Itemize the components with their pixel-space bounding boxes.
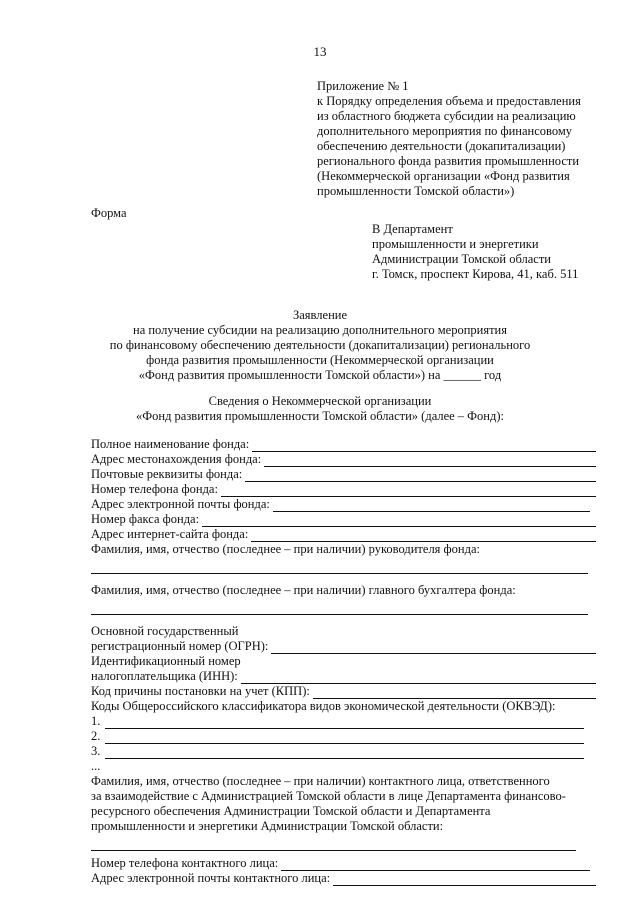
appendix-line: Приложение № 1 xyxy=(317,79,409,93)
contact-email-field[interactable] xyxy=(333,873,596,886)
full-name-label: Полное наименование фонда: xyxy=(91,437,250,451)
okved-item-1 xyxy=(91,714,596,729)
email-field[interactable] xyxy=(273,499,590,512)
contact-phone-row xyxy=(91,856,596,871)
form-label: Форма xyxy=(91,206,127,220)
contact-phone-label: Номер телефона контактного лица: xyxy=(91,856,279,870)
full-name-field[interactable] xyxy=(252,439,596,452)
website-row xyxy=(91,527,596,542)
phone-field[interactable] xyxy=(221,484,596,497)
kpp-label: Код причины постановки на учет (КПП): xyxy=(91,684,310,698)
inn-row-2 xyxy=(91,669,596,684)
appendix-line: промышленности Томской области») xyxy=(317,184,515,198)
ogrn-label-1: Основной государственный xyxy=(91,624,239,638)
ogrn-row-2 xyxy=(91,639,596,654)
ogrn-field[interactable] xyxy=(271,641,596,654)
director-field[interactable] xyxy=(91,561,588,574)
contact-line: Фамилия, имя, отчество (последнее – при наличии) контактного лица, ответственного xyxy=(91,774,550,788)
appendix-block xyxy=(317,79,597,199)
accountant-field[interactable] xyxy=(91,602,588,615)
statement-line: «Фонд развития промышленности Томской области») на ______ год xyxy=(138,368,502,382)
okved-item-number: 1. xyxy=(91,714,101,728)
okved-ellipsis: ... xyxy=(91,759,101,773)
contact-phone-field[interactable] xyxy=(281,858,590,871)
fax-field[interactable] xyxy=(202,514,596,527)
info-header xyxy=(60,394,580,424)
info-line: «Фонд развития промышленности Томской области» (далее – Фонд): xyxy=(136,409,504,423)
statement-line: по финансовому обеспечению деятельности (докапитализации) регионального xyxy=(109,338,531,352)
okved-item-number: 3. xyxy=(91,744,101,758)
okved-item-3 xyxy=(91,744,596,759)
okved-item-number: 2. xyxy=(91,729,101,743)
address-field[interactable] xyxy=(264,454,596,467)
info-line: Сведения о Некоммерческой организации xyxy=(208,394,432,408)
appendix-line: регионального фонда развития промышленности xyxy=(317,154,580,168)
kpp-field[interactable] xyxy=(313,686,596,699)
email-row xyxy=(91,497,596,512)
ogrn-label-2: регистрационный номер (ОГРН): xyxy=(91,639,269,653)
contact-line: ресурсного обеспечения Администрации Томской области и Департамента xyxy=(91,804,491,818)
appendix-line: (Некоммерческой организации «Фонд развития xyxy=(317,169,570,183)
inn-row-1 xyxy=(91,654,596,669)
okved-field-3[interactable] xyxy=(105,746,584,759)
email-label: Адрес электронной почты фонда: xyxy=(91,497,270,511)
statement-line: на получение субсидии на реализацию дополнительного мероприятия xyxy=(133,323,507,337)
addressee-line: Администрации Томской области xyxy=(372,252,551,266)
ogrn-row-1 xyxy=(91,624,596,639)
website-label: Адрес интернет-сайта фонда: xyxy=(91,527,249,541)
contact-paragraph xyxy=(91,774,596,834)
contact-name-field[interactable] xyxy=(91,838,576,851)
statement-line: фонда развития промышленности (Некоммерческой организации xyxy=(146,353,494,367)
director-label: Фамилия, имя, отчество (последнее – при наличии) руководителя фонда: xyxy=(91,542,480,556)
inn-field[interactable] xyxy=(241,671,596,684)
fax-row xyxy=(91,512,596,527)
appendix-line: дополнительного мероприятия по финансовому xyxy=(317,124,573,138)
phone-row xyxy=(91,482,596,497)
addressee-line: г. Томск, проспект Кирова, 41, каб. 511 xyxy=(372,267,579,281)
director-row xyxy=(91,542,596,557)
accountant-row xyxy=(91,583,596,598)
okved-field-2[interactable] xyxy=(105,731,584,744)
addressee-block xyxy=(372,222,602,282)
kpp-row xyxy=(91,684,596,699)
fields-block xyxy=(91,437,596,886)
inn-label-2: налогоплательщика (ИНН): xyxy=(91,669,238,683)
postal-field[interactable] xyxy=(245,469,596,482)
phone-label: Номер телефона фонда: xyxy=(91,482,218,496)
okved-label: Коды Общероссийского классификатора видов экономической деятельности (ОКВЭД): xyxy=(91,699,556,713)
contact-email-row xyxy=(91,871,596,886)
contact-email-label: Адрес электронной почты контактного лица: xyxy=(91,871,331,885)
okved-ellipsis-row xyxy=(91,759,596,774)
address-row xyxy=(91,452,596,467)
appendix-line: обеспечению деятельности (докапитализации) xyxy=(317,139,566,153)
okved-item-2 xyxy=(91,729,596,744)
full-name-row xyxy=(91,437,596,452)
statement-line: Заявление xyxy=(292,308,347,322)
okved-field-1[interactable] xyxy=(105,716,584,729)
addressee-line: В Департамент xyxy=(372,222,453,236)
postal-label: Почтовые реквизиты фонда: xyxy=(91,467,243,481)
page-number: 13 xyxy=(313,44,327,59)
statement-title xyxy=(60,308,580,383)
contact-line: промышленности и энергетики Администрации Томской области: xyxy=(91,819,444,833)
fax-label: Номер факса фонда: xyxy=(91,512,200,526)
accountant-label: Фамилия, имя, отчество (последнее – при наличии) главного бухгалтера фонда: xyxy=(91,583,516,597)
website-field[interactable] xyxy=(251,529,596,542)
okved-row xyxy=(91,699,596,714)
appendix-line: из областного бюджета субсидии на реализацию xyxy=(317,109,576,123)
inn-label-1: Идентификационный номер xyxy=(91,654,241,668)
addressee-line: промышленности и энергетики xyxy=(372,237,539,251)
contact-line: за взаимодействие с Администрацией Томской области в лице Департамента финансово- xyxy=(91,789,566,803)
appendix-line: к Порядку определения объема и предоставления xyxy=(317,94,581,108)
address-label: Адрес местонахождения фонда: xyxy=(91,452,262,466)
postal-row xyxy=(91,467,596,482)
